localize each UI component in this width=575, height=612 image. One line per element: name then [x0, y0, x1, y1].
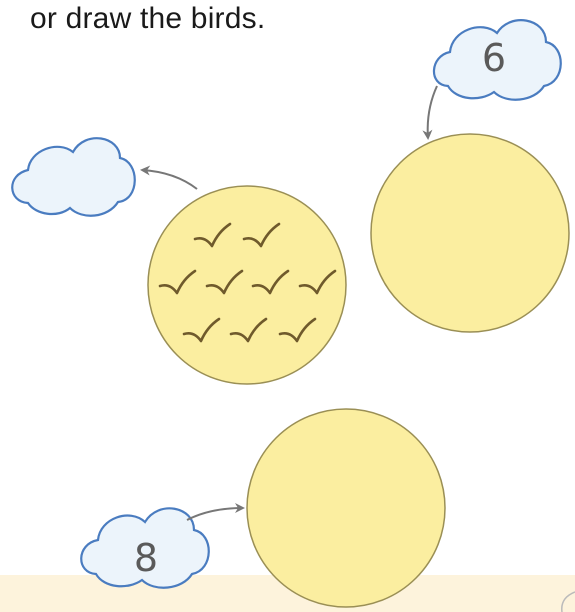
arrow-to-circle-six [428, 86, 437, 138]
group-1 [12, 138, 346, 384]
circle-with-birds [148, 186, 346, 384]
circle-six[interactable] [371, 134, 569, 332]
cloud-eight-label: 8 [133, 536, 159, 580]
circle-eight[interactable] [247, 409, 445, 607]
arrow-to-circle-eight [187, 508, 243, 520]
cloud-empty[interactable] [12, 138, 135, 216]
cloud-six-label: 6 [481, 36, 507, 80]
instruction-text: or draw the birds. [30, 2, 266, 35]
arrow-to-empty-cloud [142, 170, 197, 189]
group-2 [371, 20, 569, 332]
